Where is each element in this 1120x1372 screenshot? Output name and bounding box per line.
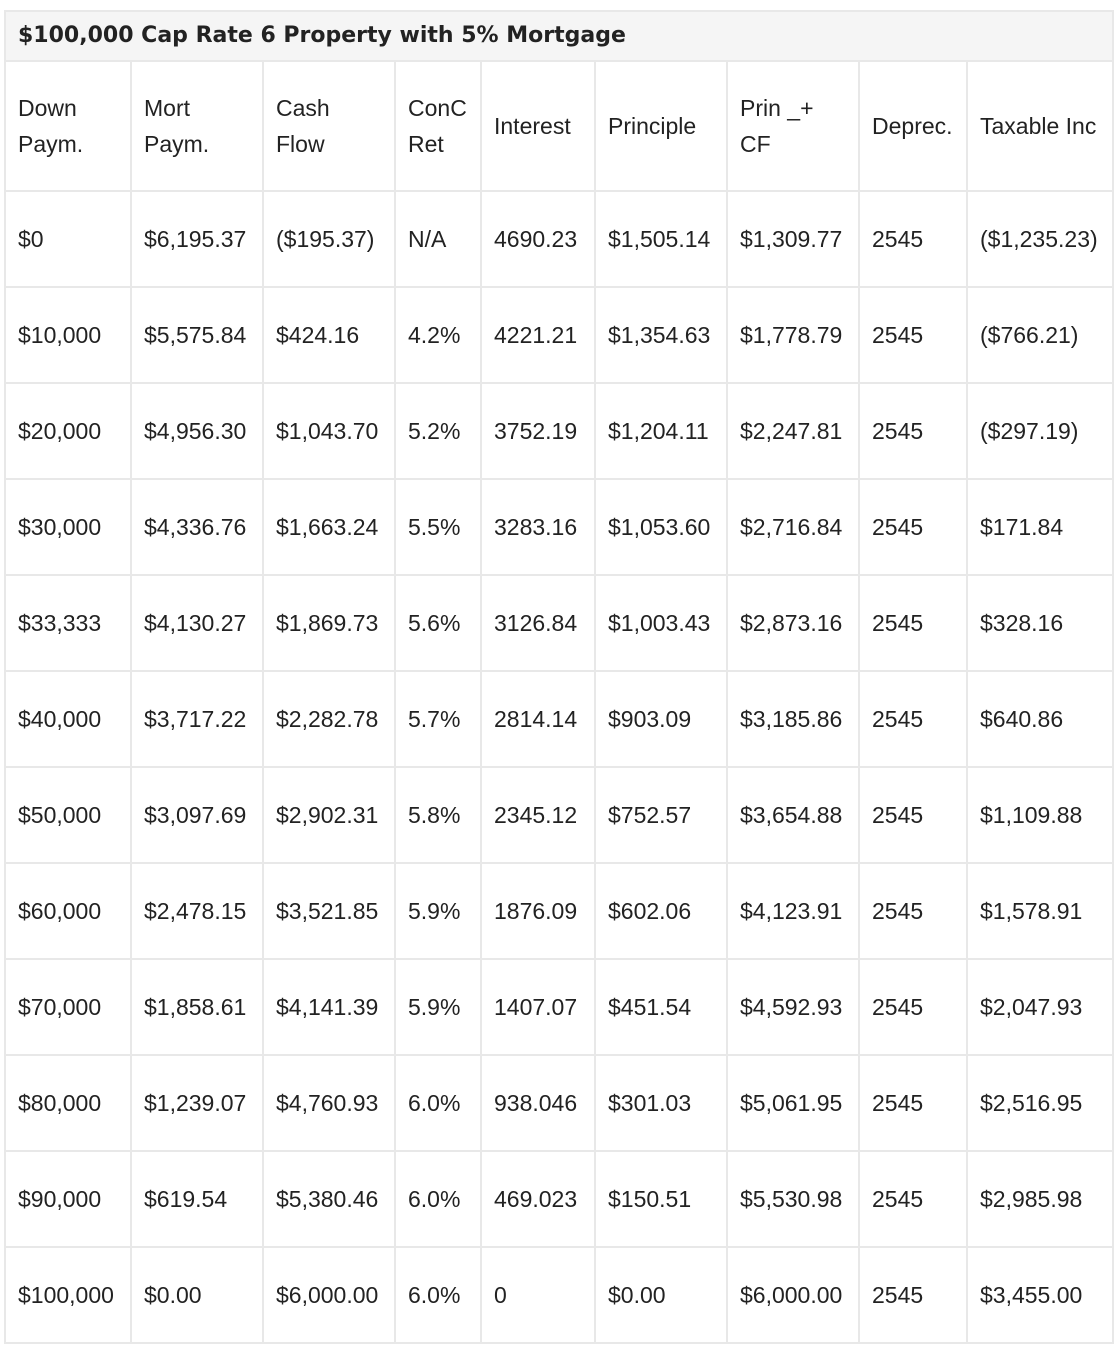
cell-taxable-income: $1,109.88: [967, 767, 1113, 863]
cell-principal-plus-cash-flow: $2,247.81: [727, 383, 859, 479]
cell-mortgage-payment: $3,717.22: [131, 671, 263, 767]
cell-mortgage-payment: $3,097.69: [131, 767, 263, 863]
column-header-text: Paym.: [18, 131, 84, 157]
cell-down-payment: $20,000: [5, 383, 131, 479]
cell-interest: 0: [481, 1247, 595, 1343]
column-header-text: Principle: [608, 113, 697, 139]
table-row: [5, 671, 1113, 767]
column-header-taxable-income: [967, 61, 1113, 191]
cell-cash-flow: $4,141.39: [263, 959, 395, 1055]
cell-depreciation: 2545: [859, 287, 967, 383]
cell-principal-plus-cash-flow: $5,530.98: [727, 1151, 859, 1247]
table-row: [5, 479, 1113, 575]
cell-taxable-income: $171.84: [967, 479, 1113, 575]
cell-cash-on-cash-return: 5.2%: [395, 383, 481, 479]
cell-down-payment: $10,000: [5, 287, 131, 383]
cell-down-payment: $40,000: [5, 671, 131, 767]
column-header-text: Cash: [276, 95, 330, 121]
cell-cash-on-cash-return: 6.0%: [395, 1151, 481, 1247]
column-header-mortgage-payment: [131, 61, 263, 191]
mortgage-table-container: [4, 10, 1112, 1344]
cell-mortgage-payment: $619.54: [131, 1151, 263, 1247]
column-header-text: Interest: [494, 113, 571, 139]
cell-taxable-income: $2,516.95: [967, 1055, 1113, 1151]
column-header-text: Ret: [408, 131, 444, 157]
table-title: $100,000 Cap Rate 6 Property with 5% Mortgage: [5, 11, 1113, 61]
cell-down-payment: $60,000: [5, 863, 131, 959]
column-header-text: Down: [18, 95, 77, 121]
table-row: [5, 767, 1113, 863]
cell-principle: $1,354.63: [595, 287, 727, 383]
table-body: [5, 61, 1113, 1343]
mortgage-table: [4, 10, 1114, 1344]
cell-cash-flow: $424.16: [263, 287, 395, 383]
cell-cash-on-cash-return: 5.5%: [395, 479, 481, 575]
cell-depreciation: 2545: [859, 959, 967, 1055]
cell-cash-flow: ($195.37): [263, 191, 395, 287]
column-header-text: Flow: [276, 131, 325, 157]
cell-cash-flow: $1,663.24: [263, 479, 395, 575]
cell-cash-on-cash-return: 5.7%: [395, 671, 481, 767]
cell-cash-flow: $3,521.85: [263, 863, 395, 959]
cell-cash-on-cash-return: 6.0%: [395, 1055, 481, 1151]
cell-depreciation: 2545: [859, 479, 967, 575]
column-header-text: Paym.: [144, 131, 210, 157]
cell-mortgage-payment: $5,575.84: [131, 287, 263, 383]
table-row: [5, 863, 1113, 959]
cell-interest: 4690.23: [481, 191, 595, 287]
cell-cash-flow: $4,760.93: [263, 1055, 395, 1151]
cell-down-payment: $100,000: [5, 1247, 131, 1343]
cell-down-payment: $33,333: [5, 575, 131, 671]
column-header-text: Prin _+: [740, 95, 814, 121]
cell-principal-plus-cash-flow: $5,061.95: [727, 1055, 859, 1151]
cell-down-payment: $0: [5, 191, 131, 287]
cell-principle: $1,003.43: [595, 575, 727, 671]
cell-cash-flow: $1,869.73: [263, 575, 395, 671]
cell-taxable-income: $3,455.00: [967, 1247, 1113, 1343]
cell-taxable-income: ($766.21): [967, 287, 1113, 383]
cell-down-payment: $80,000: [5, 1055, 131, 1151]
column-header-text: ConC: [408, 95, 467, 121]
cell-depreciation: 2545: [859, 767, 967, 863]
cell-principle: $0.00: [595, 1247, 727, 1343]
cell-taxable-income: $1,578.91: [967, 863, 1113, 959]
cell-taxable-income: ($297.19): [967, 383, 1113, 479]
cell-principle: $1,053.60: [595, 479, 727, 575]
cell-cash-flow: $6,000.00: [263, 1247, 395, 1343]
cell-principle: $150.51: [595, 1151, 727, 1247]
cell-mortgage-payment: $2,478.15: [131, 863, 263, 959]
column-header-principal-plus-cash-flow: [727, 61, 859, 191]
cell-cash-flow: $1,043.70: [263, 383, 395, 479]
header-row: [5, 61, 1113, 191]
column-header-text: Mort: [144, 95, 190, 121]
cell-cash-on-cash-return: 5.6%: [395, 575, 481, 671]
column-header-text: Taxable Inc: [980, 113, 1097, 139]
column-header-cash-flow: [263, 61, 395, 191]
cell-interest: 3752.19: [481, 383, 595, 479]
cell-depreciation: 2545: [859, 383, 967, 479]
cell-mortgage-payment: $4,956.30: [131, 383, 263, 479]
cell-cash-flow: $2,282.78: [263, 671, 395, 767]
cell-mortgage-payment: $1,239.07: [131, 1055, 263, 1151]
column-header-depreciation: [859, 61, 967, 191]
cell-cash-on-cash-return: 5.9%: [395, 863, 481, 959]
cell-interest: 1876.09: [481, 863, 595, 959]
table-row: [5, 959, 1113, 1055]
cell-principal-plus-cash-flow: $4,123.91: [727, 863, 859, 959]
cell-down-payment: $90,000: [5, 1151, 131, 1247]
cell-cash-flow: $2,902.31: [263, 767, 395, 863]
cell-interest: 4221.21: [481, 287, 595, 383]
table-row: [5, 1247, 1113, 1343]
cell-cash-on-cash-return: 5.9%: [395, 959, 481, 1055]
cell-principle: $903.09: [595, 671, 727, 767]
cell-depreciation: 2545: [859, 575, 967, 671]
cell-principle: $1,505.14: [595, 191, 727, 287]
table-row: [5, 1151, 1113, 1247]
table-row: [5, 1055, 1113, 1151]
cell-depreciation: 2545: [859, 1055, 967, 1151]
cell-cash-on-cash-return: N/A: [395, 191, 481, 287]
table-row: [5, 191, 1113, 287]
cell-taxable-income: ($1,235.23): [967, 191, 1113, 287]
column-header-principle: [595, 61, 727, 191]
cell-down-payment: $70,000: [5, 959, 131, 1055]
cell-principal-plus-cash-flow: $1,778.79: [727, 287, 859, 383]
cell-principle: $752.57: [595, 767, 727, 863]
cell-taxable-income: $2,047.93: [967, 959, 1113, 1055]
column-header-text: CF: [740, 131, 771, 157]
cell-principal-plus-cash-flow: $4,592.93: [727, 959, 859, 1055]
cell-principal-plus-cash-flow: $6,000.00: [727, 1247, 859, 1343]
cell-taxable-income: $328.16: [967, 575, 1113, 671]
cell-principal-plus-cash-flow: $2,873.16: [727, 575, 859, 671]
cell-principle: $602.06: [595, 863, 727, 959]
cell-depreciation: 2545: [859, 1247, 967, 1343]
cell-down-payment: $30,000: [5, 479, 131, 575]
cell-interest: 2814.14: [481, 671, 595, 767]
cell-interest: 3126.84: [481, 575, 595, 671]
cell-down-payment: $50,000: [5, 767, 131, 863]
cell-depreciation: 2545: [859, 191, 967, 287]
cell-interest: 3283.16: [481, 479, 595, 575]
cell-depreciation: 2545: [859, 671, 967, 767]
cell-interest: 1407.07: [481, 959, 595, 1055]
cell-interest: 469.023: [481, 1151, 595, 1247]
cell-principal-plus-cash-flow: $1,309.77: [727, 191, 859, 287]
table-row: [5, 383, 1113, 479]
cell-interest: 2345.12: [481, 767, 595, 863]
table-title-row: [5, 11, 1113, 61]
table-row: [5, 287, 1113, 383]
cell-principle: $301.03: [595, 1055, 727, 1151]
cell-mortgage-payment: $4,130.27: [131, 575, 263, 671]
cell-cash-on-cash-return: 6.0%: [395, 1247, 481, 1343]
cell-principal-plus-cash-flow: $2,716.84: [727, 479, 859, 575]
cell-depreciation: 2545: [859, 1151, 967, 1247]
column-header-down-payment: [5, 61, 131, 191]
cell-principle: $451.54: [595, 959, 727, 1055]
cell-taxable-income: $640.86: [967, 671, 1113, 767]
cell-principle: $1,204.11: [595, 383, 727, 479]
cell-principal-plus-cash-flow: $3,185.86: [727, 671, 859, 767]
cell-interest: 938.046: [481, 1055, 595, 1151]
cell-cash-flow: $5,380.46: [263, 1151, 395, 1247]
cell-depreciation: 2545: [859, 863, 967, 959]
table-row: [5, 575, 1113, 671]
cell-principal-plus-cash-flow: $3,654.88: [727, 767, 859, 863]
cell-mortgage-payment: $0.00: [131, 1247, 263, 1343]
cell-cash-on-cash-return: 4.2%: [395, 287, 481, 383]
column-header-interest: [481, 61, 595, 191]
column-header-cash-on-cash-return: [395, 61, 481, 191]
cell-taxable-income: $2,985.98: [967, 1151, 1113, 1247]
cell-cash-on-cash-return: 5.8%: [395, 767, 481, 863]
cell-mortgage-payment: $6,195.37: [131, 191, 263, 287]
cell-mortgage-payment: $1,858.61: [131, 959, 263, 1055]
cell-mortgage-payment: $4,336.76: [131, 479, 263, 575]
column-header-text: Deprec.: [872, 113, 953, 139]
